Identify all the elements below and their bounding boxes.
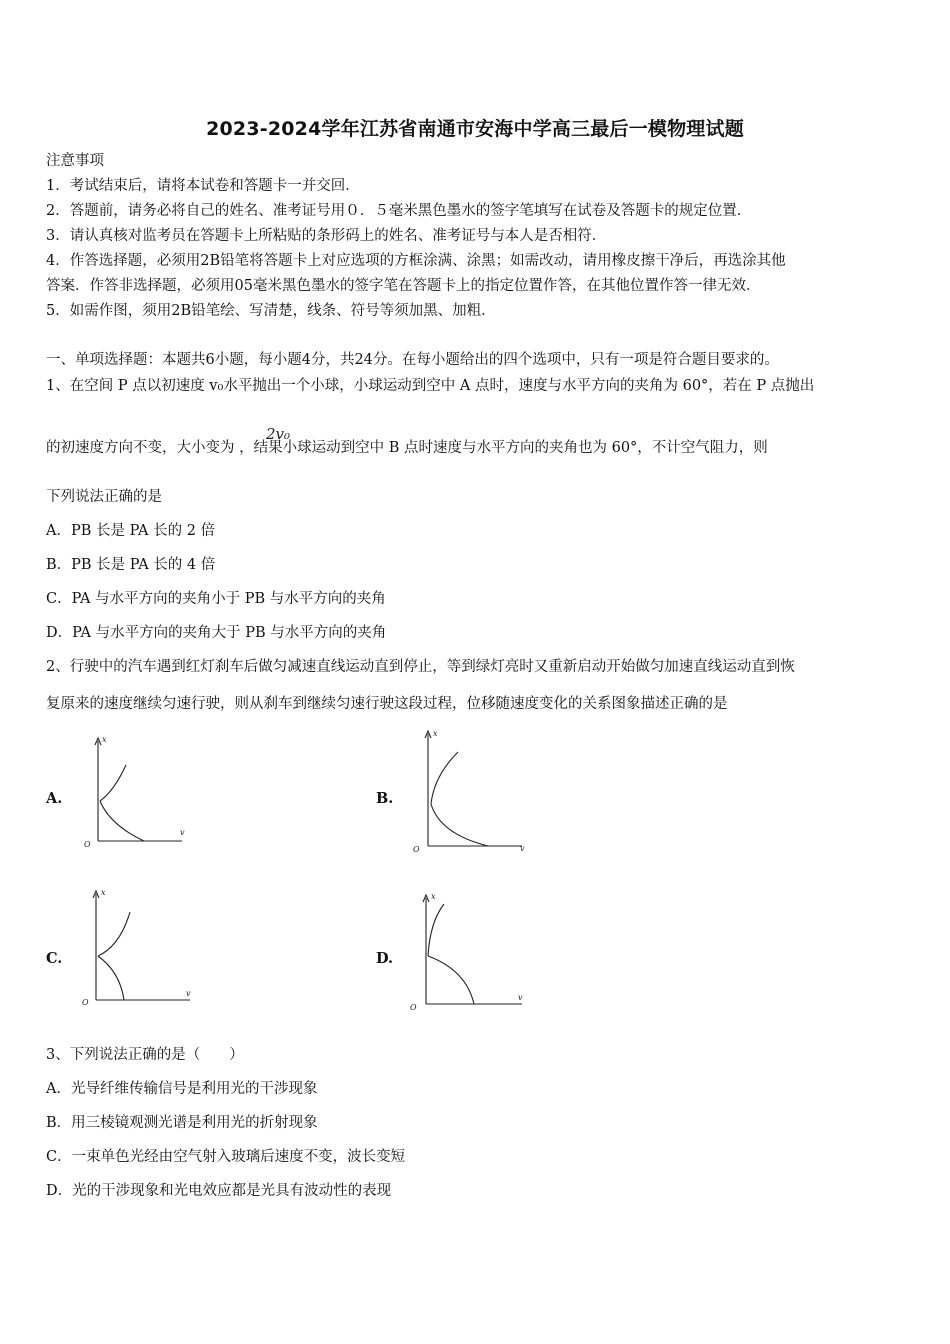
question-3-option-c: C．一束单色光经由空气射入玻璃后速度不变，波长变短	[46, 1149, 406, 1165]
curve-rising	[428, 904, 444, 956]
x-axis-label: v	[186, 989, 191, 998]
notice-item: 1．考试结束后，请将本试卷和答题卡一并交回．	[46, 178, 360, 194]
y-axis-label: x	[101, 888, 106, 897]
graph-b	[410, 726, 530, 854]
question-3-option-d: D．光的干涉现象和光电效应都是光具有波动性的表现	[46, 1183, 392, 1199]
graph-c	[80, 886, 200, 1006]
notice-item: 3．请认真核对监考员在答题卡上所粘贴的条形码上的姓名、准考证号与本人是否相符．	[46, 228, 607, 244]
question-3-option-a: A．光导纤维传输信号是利用光的干涉现象	[46, 1081, 318, 1097]
origin-label: O	[82, 998, 89, 1007]
question-1-option-b: B．PB 长是 PA 长的 4 倍	[46, 557, 216, 573]
question-3-stem: 3、下列说法正确的是（ ）	[46, 1047, 244, 1063]
x-axis-label: v	[520, 844, 525, 853]
notice-item: 5．如需作图，须用2B铅笔绘、写清楚，线条、符号等须加黑、加粗．	[46, 303, 496, 319]
notice-item: 答案．作答非选择题，必须用05毫米黑色墨水的签字笔在答题卡上的指定位置作答，在其他位置作答一律无效．	[46, 278, 761, 294]
question-1-stem: 1、在空间 P 点以初速度 v₀水平抛出一个小球，小球运动到空中 A 点时，速度与水平方向的夹角为 60°，若在 P 点抛出	[46, 378, 815, 394]
question-2-option-c-label: C.	[46, 950, 63, 967]
question-3-option-b: B．用三棱镜观测光谱是利用光的折射现象	[46, 1115, 318, 1131]
question-2-option-d-label: D.	[376, 950, 394, 967]
y-axis-label: x	[433, 729, 438, 738]
question-1-stem: 的初速度方向不变，大小变为 ，结果小球运动到空中 B 点时速度与水平方向的夹角也为 60°，不计空气阻力，则	[46, 440, 768, 456]
origin-label: O	[84, 840, 91, 849]
question-1-option-a: A．PB 长是 PA 长的 2 倍	[46, 523, 216, 539]
question-2-option-a-label: A.	[46, 790, 63, 807]
curve-rising	[100, 765, 126, 801]
question-2-stem: 复原来的速度继续匀速行驶，则从刹车到继续匀速行驶这段过程，位移随速度变化的关系图象描述正确的是	[46, 696, 728, 712]
section-heading: 一、单项选择题：本题共6小题，每小题4分，共24分。在每小题给出的四个选项中，只有一项是符合题目要求的。	[46, 352, 779, 368]
x-axis-label: v	[180, 828, 185, 837]
origin-label: O	[410, 1003, 417, 1012]
curve-rising	[98, 912, 130, 956]
page-title: 2023-2024学年江苏省南通市安海中学高三最后一模物理试题	[206, 118, 744, 140]
question-1-option-d: D．PA 与水平方向的夹角大于 PB 与水平方向的夹角	[46, 625, 387, 641]
origin-label: O	[413, 845, 420, 854]
curve-falling	[428, 956, 474, 1004]
curve-falling	[98, 956, 124, 1000]
notice-item: 2．答题前，请务必将自己的姓名、准考证号用０．５毫米黑色墨水的签字笔填写在试卷及答题卡的规定位置．	[46, 203, 752, 219]
question-1-stem: 下列说法正确的是	[46, 489, 162, 505]
notice-item: 4．作答选择题，必须用2B铅笔将答题卡上对应选项的方框涂满、涂黑；如需改动，请用橡皮擦干净后，再选涂其他	[46, 253, 786, 269]
question-1-formula: 2v₀	[266, 425, 291, 443]
question-2-option-b-label: B.	[376, 790, 394, 807]
curve-falling	[431, 804, 488, 846]
graph-d	[410, 890, 530, 1010]
question-1-option-c: C．PA 与水平方向的夹角小于 PB 与水平方向的夹角	[46, 591, 386, 607]
curve-rising	[431, 752, 458, 804]
y-axis-label: x	[431, 892, 436, 901]
question-2-stem: 2、行驶中的汽车遇到红灯刹车后做匀减速直线运动直到停止，等到绿灯亮时又重新启动开始做匀加速直线运动直到恢	[46, 659, 795, 675]
notice-heading: 注意事项	[46, 153, 104, 169]
x-axis-label: v	[518, 993, 523, 1002]
curve-falling	[100, 801, 144, 841]
graph-a	[80, 733, 190, 848]
y-axis-label: x	[102, 735, 107, 744]
